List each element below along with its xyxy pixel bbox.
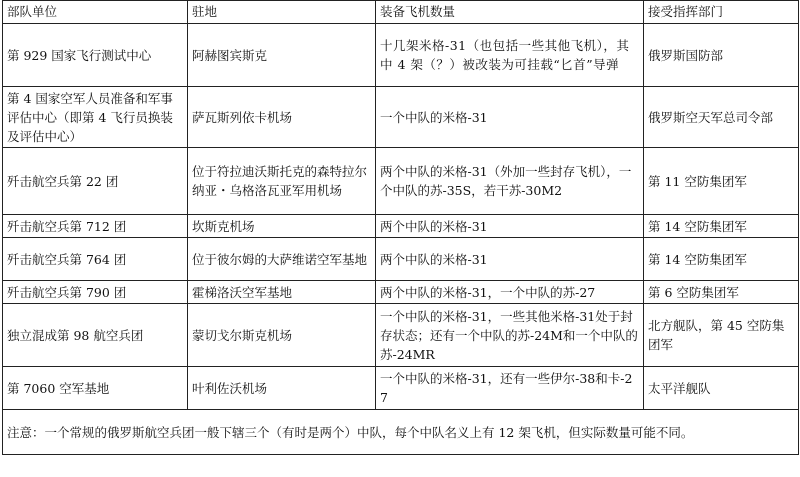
table-row	[3, 238, 799, 281]
table-header-row	[3, 1, 799, 24]
cell-command: 太平洋舰队	[644, 367, 799, 410]
cell-aircraft: 两个中队的米格-31（外加一些封存飞机），一个中队的苏-35S，若干苏-30M2	[376, 148, 644, 215]
cell-base: 萨瓦斯列依卡机场	[188, 87, 376, 148]
cell-command: 第 14 空防集团军	[644, 238, 799, 281]
cell-command: 俄罗斯空天军总司令部	[644, 87, 799, 148]
cell-unit: 独立混成第 98 航空兵团	[3, 304, 188, 367]
cell-unit: 第 7060 空军基地	[3, 367, 188, 410]
header-base: 驻地	[188, 1, 376, 24]
cell-unit: 歼击航空兵第 22 团	[3, 148, 188, 215]
cell-unit: 歼击航空兵第 764 团	[3, 238, 188, 281]
cell-aircraft: 一个中队的米格-31，还有一些伊尔-38和卡-27	[376, 367, 644, 410]
cell-base: 位于彼尔姆的大萨维诺空军基地	[188, 238, 376, 281]
cell-command: 第 6 空防集团军	[644, 281, 799, 304]
table-row	[3, 215, 799, 238]
cell-command: 俄罗斯国防部	[644, 24, 799, 87]
cell-base: 蒙切戈尔斯克机场	[188, 304, 376, 367]
table-row	[3, 304, 799, 367]
table-row	[3, 148, 799, 215]
cell-base: 叶利佐沃机场	[188, 367, 376, 410]
cell-base: 阿赫图宾斯克	[188, 24, 376, 87]
cell-command: 北方舰队，第 45 空防集团军	[644, 304, 799, 367]
table-row	[3, 367, 799, 410]
table-row	[3, 87, 799, 148]
header-unit: 部队单位	[3, 1, 188, 24]
table-note-row	[3, 410, 799, 455]
cell-base: 位于符拉迪沃斯托克的森特拉尔纳亚・乌格洛瓦亚军用机场	[188, 148, 376, 215]
header-aircraft: 装备飞机数量	[376, 1, 644, 24]
cell-aircraft: 两个中队的米格-31	[376, 238, 644, 281]
cell-unit: 第 4 国家空军人员准备和军事评估中心（即第 4 飞行员换装及评估中心）	[3, 87, 188, 148]
cell-aircraft: 两个中队的米格-31，一个中队的苏-27	[376, 281, 644, 304]
cell-unit: 歼击航空兵第 790 团	[3, 281, 188, 304]
cell-command: 第 14 空防集团军	[644, 215, 799, 238]
cell-aircraft: 一个中队的米格-31，一些其他米格-31处于封存状态；还有一个中队的苏-24M和一个中队的苏-24MR	[376, 304, 644, 367]
cell-base: 霍梯洛沃空军基地	[188, 281, 376, 304]
cell-command: 第 11 空防集团军	[644, 148, 799, 215]
cell-aircraft: 两个中队的米格-31	[376, 215, 644, 238]
header-command: 接受指挥部门	[644, 1, 799, 24]
cell-unit: 第 929 国家飞行测试中心	[3, 24, 188, 87]
cell-aircraft: 一个中队的米格-31	[376, 87, 644, 148]
table-row	[3, 24, 799, 87]
air-regiment-table	[2, 0, 799, 455]
cell-aircraft: 十几架米格-31（也包括一些其他飞机），其中 4 架（？）被改装为可挂载“匕首”导弹	[376, 24, 644, 87]
cell-base: 坎斯克机场	[188, 215, 376, 238]
cell-unit: 歼击航空兵第 712 团	[3, 215, 188, 238]
table-row	[3, 281, 799, 304]
table-note: 注意：一个常规的俄罗斯航空兵团一般下辖三个（有时是两个）中队，每个中队名义上有 12 架飞机，但实际数量可能不同。	[3, 410, 799, 455]
